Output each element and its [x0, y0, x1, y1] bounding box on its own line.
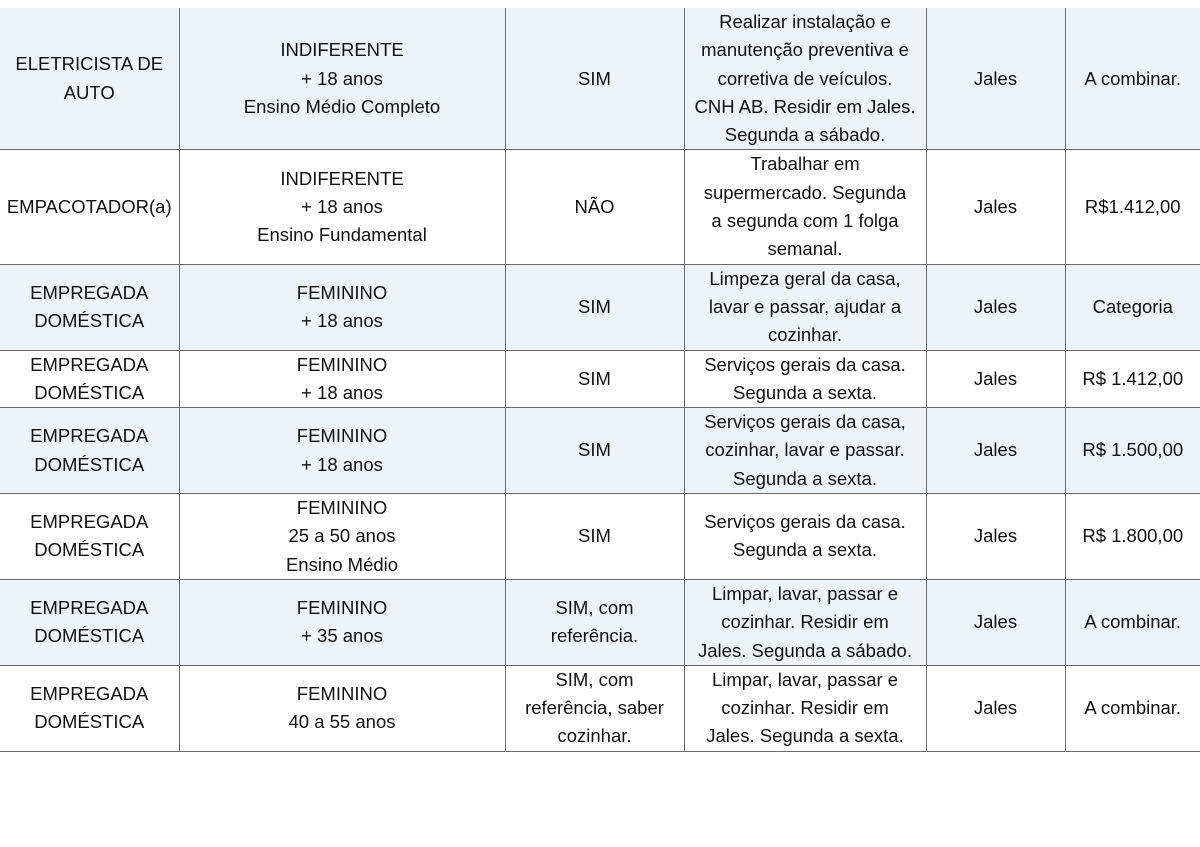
job-listings-table [0, 8, 1200, 752]
salary-cell: Categoria [1065, 264, 1200, 350]
experience-cell: SIM [505, 494, 684, 580]
requirements-cell: INDIFERENTE + 18 anos Ensino Médio Completo [179, 8, 505, 150]
activities-cell: Serviços gerais da casa. Segunda a sexta. [684, 350, 926, 408]
job-title-cell: EMPREGADA DOMÉSTICA [0, 408, 179, 494]
salary-cell: A combinar. [1065, 579, 1200, 665]
salary-cell: R$ 1.412,00 [1065, 350, 1200, 408]
table-row [0, 350, 1200, 408]
activities-cell: Serviços gerais da casa, cozinhar, lavar e passar. Segunda a sexta. [684, 408, 926, 494]
table-row [0, 579, 1200, 665]
city-cell: Jales [926, 494, 1065, 580]
requirements-cell: FEMININO + 18 anos [179, 408, 505, 494]
city-cell: Jales [926, 8, 1065, 150]
activities-cell: Limpeza geral da casa, lavar e passar, ajudar a cozinhar. [684, 264, 926, 350]
job-title-cell: EMPACOTADOR(a) [0, 150, 179, 264]
job-title-cell: EMPREGADA DOMÉSTICA [0, 494, 179, 580]
experience-cell: NÃO [505, 150, 684, 264]
table-row [0, 8, 1200, 150]
activities-cell: Limpar, lavar, passar e cozinhar. Residir em Jales. Segunda a sexta. [684, 665, 926, 751]
salary-cell: A combinar. [1065, 665, 1200, 751]
city-cell: Jales [926, 408, 1065, 494]
city-cell: Jales [926, 665, 1065, 751]
requirements-cell: FEMININO + 18 anos [179, 264, 505, 350]
activities-cell: Trabalhar em supermercado. Segunda a segunda com 1 folga semanal. [684, 150, 926, 264]
job-title-cell: EMPREGADA DOMÉSTICA [0, 350, 179, 408]
activities-cell: Realizar instalação e manutenção preventiva e corretiva de veículos. CNH AB. Residir em Jales. Segunda a sábado. [684, 8, 926, 150]
city-cell: Jales [926, 150, 1065, 264]
experience-cell: SIM [505, 350, 684, 408]
city-cell: Jales [926, 579, 1065, 665]
job-title-cell: ELETRICISTA DE AUTO [0, 8, 179, 150]
job-title-cell: EMPREGADA DOMÉSTICA [0, 579, 179, 665]
requirements-cell: FEMININO 25 a 50 anos Ensino Médio [179, 494, 505, 580]
requirements-cell: FEMININO + 35 anos [179, 579, 505, 665]
salary-cell: A combinar. [1065, 8, 1200, 150]
requirements-cell: FEMININO 40 a 55 anos [179, 665, 505, 751]
experience-cell: SIM, com referência. [505, 579, 684, 665]
experience-cell: SIM [505, 264, 684, 350]
activities-cell: Serviços gerais da casa. Segunda a sexta. [684, 494, 926, 580]
table-row [0, 408, 1200, 494]
table-row [0, 150, 1200, 264]
table-row [0, 494, 1200, 580]
job-title-cell: EMPREGADA DOMÉSTICA [0, 665, 179, 751]
salary-cell: R$ 1.500,00 [1065, 408, 1200, 494]
city-cell: Jales [926, 264, 1065, 350]
job-title-cell: EMPREGADA DOMÉSTICA [0, 264, 179, 350]
experience-cell: SIM, com referência, saber cozinhar. [505, 665, 684, 751]
salary-cell: R$ 1.800,00 [1065, 494, 1200, 580]
table-row [0, 665, 1200, 751]
city-cell: Jales [926, 350, 1065, 408]
requirements-cell: FEMININO + 18 anos [179, 350, 505, 408]
activities-cell: Limpar, lavar, passar e cozinhar. Residir em Jales. Segunda a sábado. [684, 579, 926, 665]
table-row [0, 264, 1200, 350]
experience-cell: SIM [505, 8, 684, 150]
requirements-cell: INDIFERENTE + 18 anos Ensino Fundamental [179, 150, 505, 264]
salary-cell: R$1.412,00 [1065, 150, 1200, 264]
experience-cell: SIM [505, 408, 684, 494]
